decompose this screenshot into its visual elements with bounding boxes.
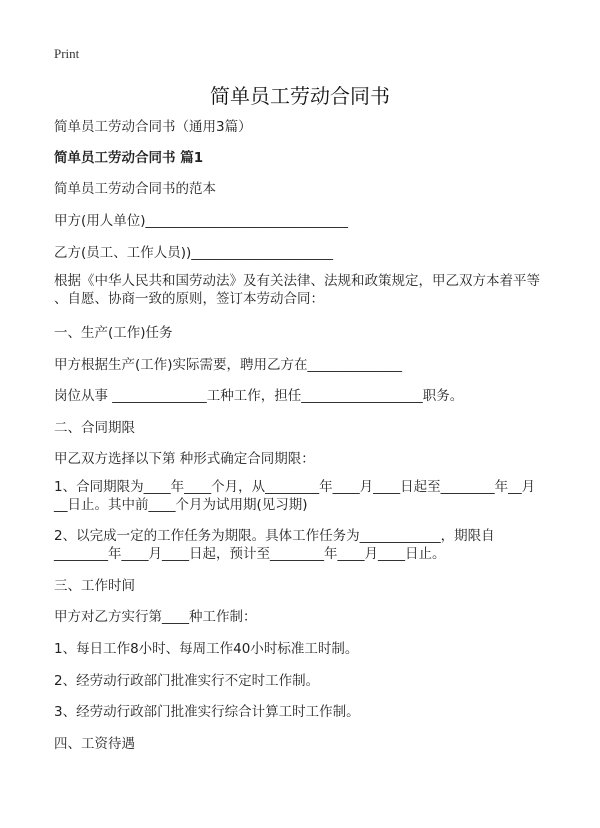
paragraph <box>54 527 584 563</box>
paragraph-line: 根据《中华人民共和国劳动法》及有关法律、法规和政策规定，甲乙双方本着平等 <box>54 273 540 289</box>
paragraph <box>54 324 584 342</box>
paragraph <box>54 180 584 198</box>
paragraph-line: __日止。其中前____个月为试用期(见习期) <box>54 497 308 513</box>
paragraph <box>54 478 584 514</box>
paragraph <box>54 244 584 262</box>
paragraph <box>54 387 584 405</box>
paragraph <box>54 450 584 468</box>
paragraph-line: 甲方对乙方实行第____种工作制： <box>54 609 257 625</box>
paragraph <box>54 640 584 658</box>
paragraph-line: 岗位从事 ______________工种工作，担任__________________职务。 <box>54 388 464 404</box>
paragraph <box>54 118 584 136</box>
paragraph-line: 1、合同期限为____年____个月，从________年____月____日起至________年__月 <box>54 479 536 495</box>
paragraph-line: 乙方(员工、工作人员))_____________________ <box>54 245 334 261</box>
paragraph <box>54 356 584 374</box>
section-heading <box>54 149 584 167</box>
document-title: 简单员工劳动合同书 <box>210 84 390 108</box>
paragraph-line: 2、经劳动行政部门批准实行不定时工作制。 <box>54 673 320 689</box>
paragraph-line: 、自愿、协商一致的原则，签订本劳动合同： <box>54 291 324 307</box>
paragraph-line: 甲乙双方选择以下第 种形式确定合同期限： <box>54 451 315 467</box>
paragraph <box>54 703 584 721</box>
paragraph <box>54 577 584 595</box>
paragraph-line: 1、每日工作8小时、每周工作40小时标准工时制。 <box>54 641 359 657</box>
print-link[interactable]: Print <box>54 46 80 61</box>
paragraph-line: 一、生产(工作)任务 <box>54 325 173 341</box>
paragraph-line: 二、合同期限 <box>54 420 135 436</box>
paragraph-line: 3、经劳动行政部门批准实行综合计算工时工作制。 <box>54 704 360 720</box>
paragraph-line: 三、工作时间 <box>54 578 135 594</box>
paragraph <box>54 735 584 753</box>
paragraph-line: 甲方(用人单位)______________________________ <box>54 213 349 229</box>
paragraph-line: ________年____月____日起，预计至________年____月____日止。 <box>54 546 446 562</box>
paragraph <box>54 272 584 308</box>
paragraph-line: 甲方根据生产(工作)实际需要，聘用乙方在______________ <box>54 357 403 373</box>
paragraph-line: 简单员工劳动合同书（通用3篇） <box>54 119 252 135</box>
paragraph-line: 简单员工劳动合同书的范本 <box>54 181 216 197</box>
paragraph-line: 2、以完成一定的工作任务为期限。具体工作任务为____________，期限自 <box>54 528 495 544</box>
paragraph <box>54 212 584 230</box>
paragraph <box>54 672 584 690</box>
paragraph-line: 简单员工劳动合同书 篇1 <box>54 150 204 166</box>
paragraph-line: 四、工资待遇 <box>54 736 135 752</box>
paragraph <box>54 608 584 626</box>
paragraph <box>54 419 584 437</box>
